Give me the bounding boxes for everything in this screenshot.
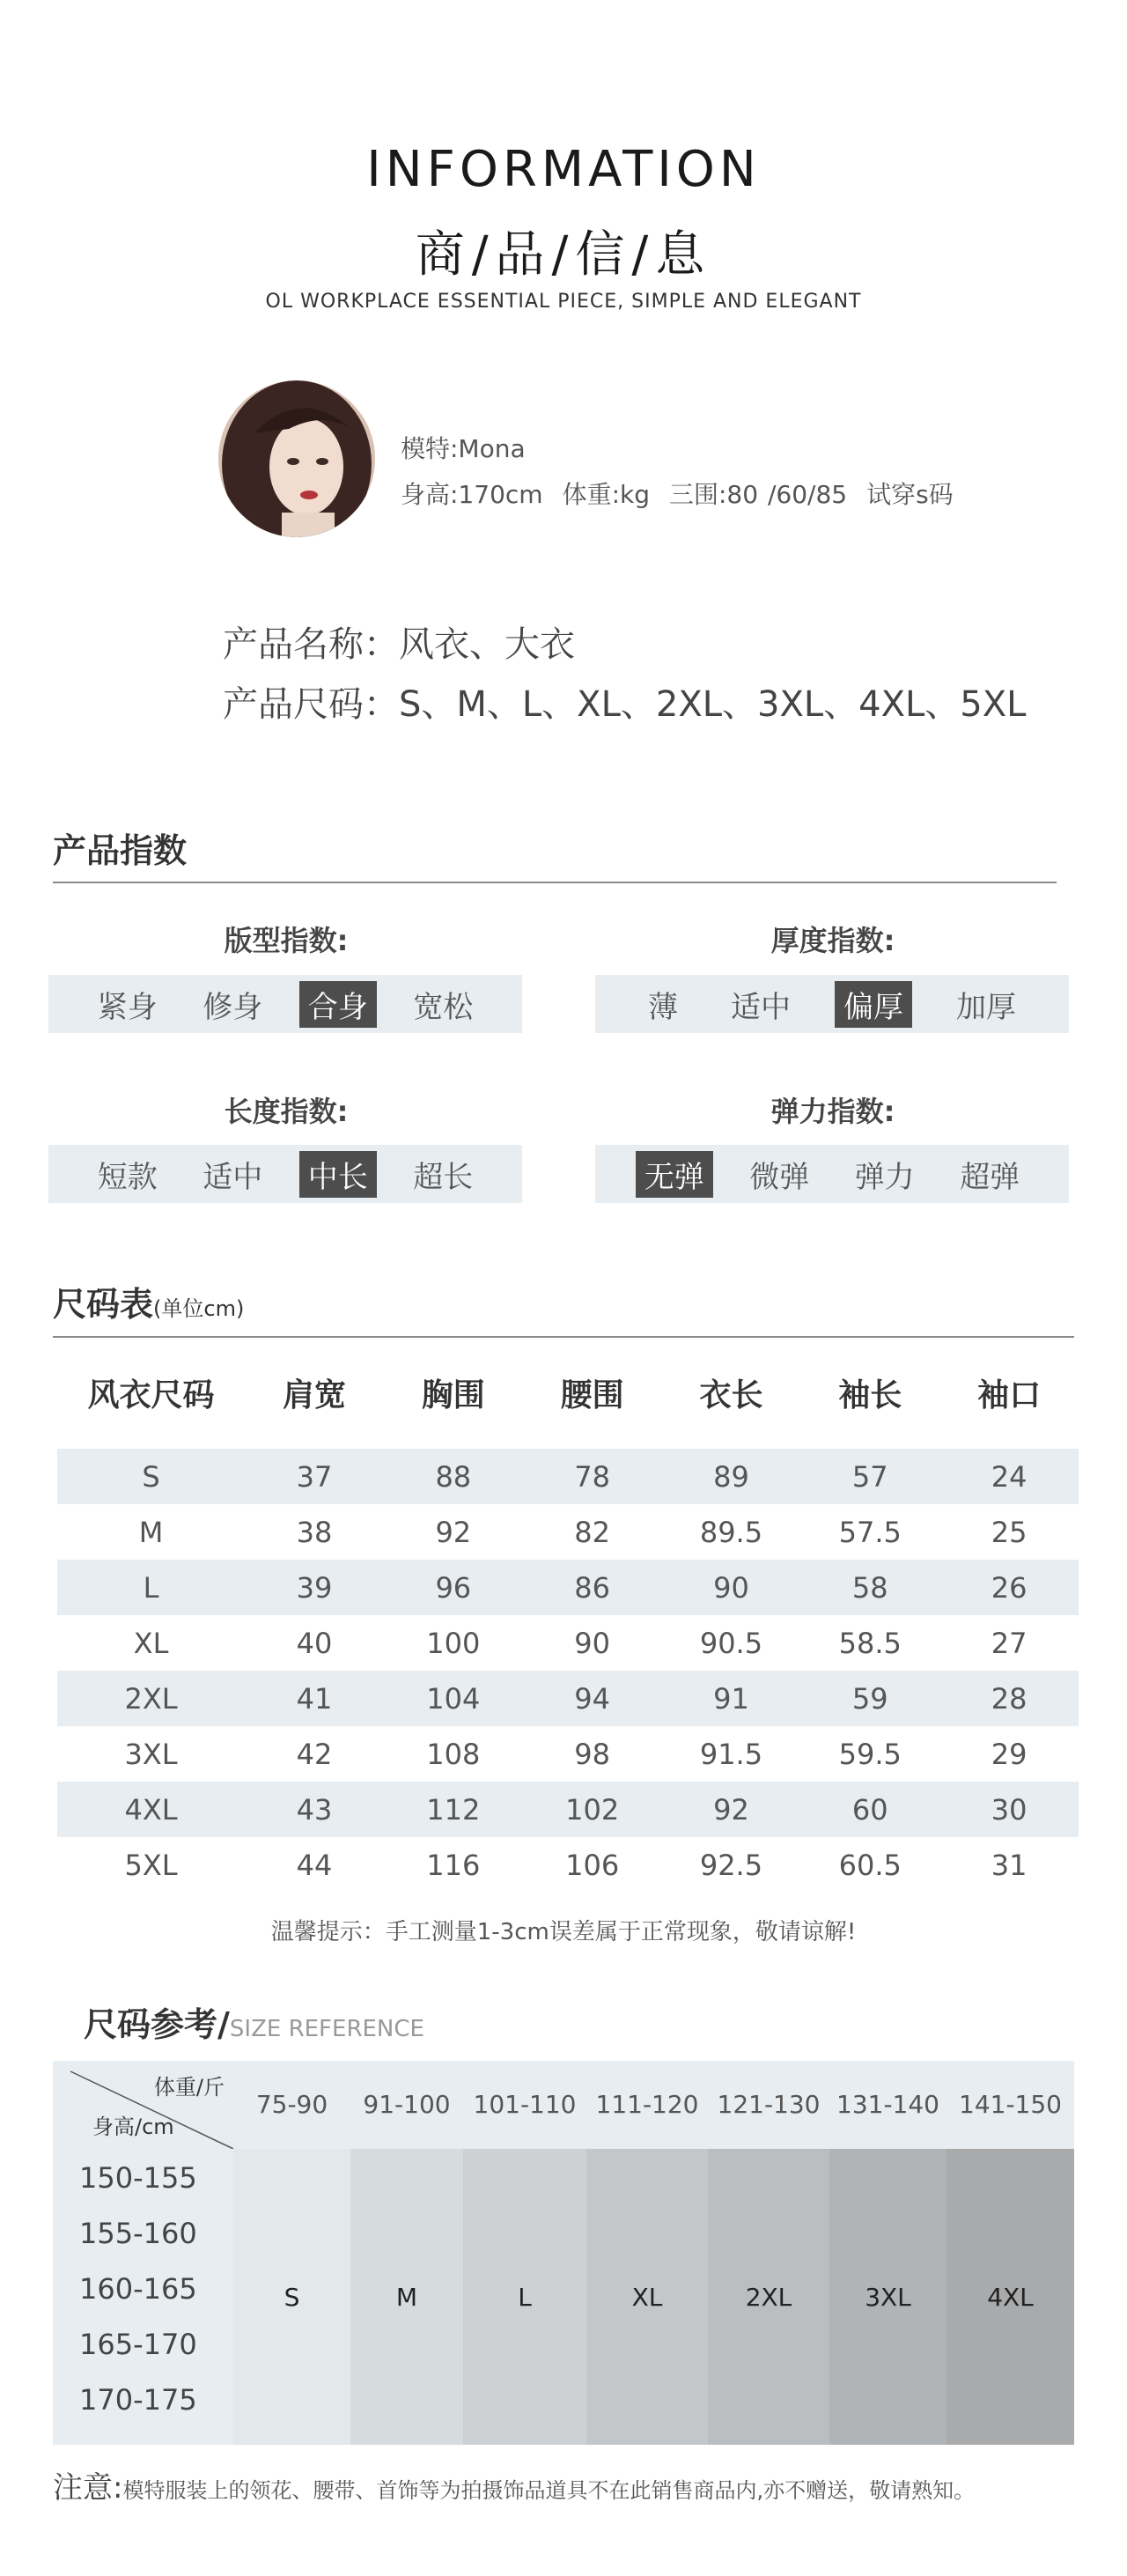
table-row [57,1671,1079,1726]
table-cell: 106 [565,1848,620,1882]
table-cell: 40 [296,1626,333,1660]
table-cell: 89 [713,1459,749,1494]
index-option: 适中 [203,1159,263,1195]
table-cell: 98 [574,1737,610,1771]
reference-height-column [53,2149,233,2445]
table-cell: 112 [426,1792,481,1827]
table-cell: XL [133,1626,169,1660]
title-english: INFORMATION [366,141,761,198]
reference-weight-header: 141-150 [959,2090,1062,2119]
model-height: 身高:170cm [401,480,543,509]
reference-weight-header: 121-130 [717,2090,821,2119]
table-cell: M [138,1515,164,1549]
note-text: 模特服装上的领花、腰带、首饰等为拍摄饰品道具不在此销售商品内,亦不赠送，敬请熟知。 [122,2478,976,2503]
table-row [57,1615,1079,1671]
table-cell: 116 [426,1848,481,1882]
corner-weight-label: 体重/斤 [153,2075,225,2100]
index-option: 加厚 [956,989,1016,1025]
table-cell: 39 [296,1570,333,1605]
table-cell: 43 [296,1792,333,1827]
table-cell: 96 [435,1570,472,1605]
index-option-selected: 合身 [299,981,377,1028]
index-option-selected: 无弹 [636,1151,713,1198]
table-cell: 90 [713,1570,749,1605]
size-table [57,1344,1079,1893]
table-cell: 91.5 [699,1737,763,1771]
disclaimer-note [53,2463,975,2506]
reference-height-label: 160-165 [79,2272,197,2306]
size-table-header-cell: 风衣尺码 [87,1377,215,1413]
table-cell: 58.5 [838,1626,902,1660]
size-table-header-cell: 肩宽 [282,1377,346,1413]
note-label: 注意: [53,2470,123,2506]
model-avatar [218,380,375,537]
table-cell: 31 [991,1848,1028,1882]
reference-height-label: 170-175 [79,2383,197,2417]
reference-weight-header: 101-110 [473,2090,577,2119]
reference-weight-header: 111-120 [595,2090,699,2119]
table-cell: 104 [426,1681,481,1716]
size-table-header-cell: 袖口 [977,1377,1042,1413]
table-cell: 60 [851,1792,888,1827]
table-cell: 38 [296,1515,333,1549]
model-size-tried: 试穿s码 [866,480,954,509]
index-option: 超长 [413,1159,474,1195]
index-bar [48,975,522,1033]
table-cell: 2XL [124,1681,178,1716]
table-row [57,1449,1079,1504]
table-cell: 5XL [124,1848,178,1882]
divider [53,882,1057,883]
table-cell: 90 [574,1626,610,1660]
index-option: 修身 [203,989,263,1025]
table-cell: 88 [435,1459,472,1494]
table-cell: 28 [991,1681,1028,1716]
index-option-selected: 中长 [299,1151,377,1198]
model-stats [401,476,973,511]
table-cell: 42 [296,1737,333,1771]
table-cell: 100 [426,1626,481,1660]
reference-height-label: 165-170 [79,2328,197,2361]
table-cell: 78 [574,1459,610,1494]
reference-size-cell: 2XL [708,2149,829,2445]
size-reference-title-cn: 尺码参考/ [84,2005,230,2044]
table-cell: 91 [713,1681,749,1716]
table-row [57,1837,1079,1893]
table-row [57,1560,1079,1615]
index-option: 微弹 [749,1159,810,1195]
table-row [57,1782,1079,1837]
index-option: 短款 [97,1159,158,1195]
table-row [57,1504,1079,1560]
table-row [57,1726,1079,1782]
index-option: 弹力 [854,1159,915,1195]
table-cell: 26 [991,1570,1028,1605]
title-chinese: 商/品/信/息 [415,226,712,284]
table-cell: 59 [851,1681,888,1716]
index-option-selected: 偏厚 [835,981,912,1028]
table-cell: 89.5 [699,1515,763,1549]
section-title-indexes: 产品指数 [53,831,188,870]
table-cell: 44 [296,1848,333,1882]
table-cell: 25 [991,1515,1028,1549]
table-cell: 92.5 [699,1848,763,1882]
reference-height-label: 155-160 [79,2217,197,2250]
table-cell: 86 [574,1570,610,1605]
table-cell: 102 [565,1792,620,1827]
measurement-tip: 温馨提示：手工测量1-3cm误差属于正常现象，敬请谅解! [270,1919,857,1945]
index-option: 超弹 [960,1159,1020,1195]
table-cell: 90.5 [699,1626,763,1660]
table-cell: S [142,1459,160,1494]
reference-size-cell: 3XL [829,2149,947,2445]
table-cell: 4XL [124,1792,178,1827]
section-title-size-chart [53,1277,244,1325]
table-cell: 30 [991,1792,1028,1827]
table-cell: 60.5 [838,1848,902,1882]
product-name: 产品名称：风衣、大衣 [223,624,575,665]
table-cell: 29 [991,1737,1028,1771]
table-cell: 57 [851,1459,888,1494]
table-cell: 27 [991,1626,1028,1660]
index-option: 紧身 [97,989,158,1025]
model-measurements: 三围:80 /60/85 [669,480,848,509]
reference-weight-header: 131-140 [836,2090,939,2119]
table-cell: 24 [991,1459,1028,1494]
table-cell: 37 [296,1459,333,1494]
reference-weight-header: 75-90 [255,2090,328,2119]
reference-weight-header: 91-100 [363,2090,451,2119]
reference-corner [53,2061,233,2149]
reference-size-cell: 4XL [947,2149,1074,2445]
table-cell: 94 [574,1681,610,1716]
index-option: 薄 [648,989,678,1025]
corner-height-label: 身高/cm [92,2115,174,2139]
size-table-header-cell: 衣长 [699,1377,763,1413]
index-label: 弹力指数: [770,1095,895,1128]
table-cell: 59.5 [838,1737,902,1771]
table-cell: 82 [574,1515,610,1549]
table-cell: 57.5 [838,1515,902,1549]
reference-size-cell: M [350,2149,463,2445]
table-cell: 108 [426,1737,481,1771]
table-cell: L [143,1570,159,1605]
index-option: 宽松 [413,989,474,1025]
index-label: 厚度指数: [770,924,895,957]
model-weight: 体重:kg [562,480,650,509]
index-label: 版型指数: [224,924,349,957]
size-chart-unit: (单位cm) [153,1296,245,1321]
size-table-header-cell: 袖长 [838,1377,902,1413]
index-bar [48,1145,522,1203]
index-bar [595,1145,1069,1203]
size-chart-title: 尺码表 [53,1285,154,1324]
model-portrait-icon [218,380,375,537]
size-reference-title-en: SIZE REFERENCE [229,2016,424,2042]
subtitle: OL WORKPLACE ESSENTIAL PIECE, SIMPLE AND ELEGANT [265,291,862,313]
product-sizes: 产品尺码：S、M、L、XL、2XL、3XL、4XL、5XL [223,684,1027,725]
index-label: 长度指数: [224,1095,349,1128]
table-cell: 58 [851,1570,888,1605]
divider [53,1336,1074,1338]
table-cell: 92 [713,1792,749,1827]
table-cell: 41 [296,1681,333,1716]
model-name: 模特:Mona [401,434,526,463]
table-cell: 92 [435,1515,472,1549]
reference-size-cell: L [463,2149,586,2445]
table-cell: 3XL [124,1737,178,1771]
index-option: 适中 [731,989,791,1025]
reference-height-label: 150-155 [79,2161,197,2195]
size-table-header-cell: 腰围 [560,1377,624,1413]
size-reference-title [84,1997,424,2046]
reference-size-cell: S [233,2149,350,2445]
size-table-header-cell: 胸围 [421,1377,485,1413]
index-bar [595,975,1069,1033]
size-table-header [57,1344,1079,1441]
reference-size-cell: XL [586,2149,708,2445]
size-reference-table [53,2061,1074,2445]
